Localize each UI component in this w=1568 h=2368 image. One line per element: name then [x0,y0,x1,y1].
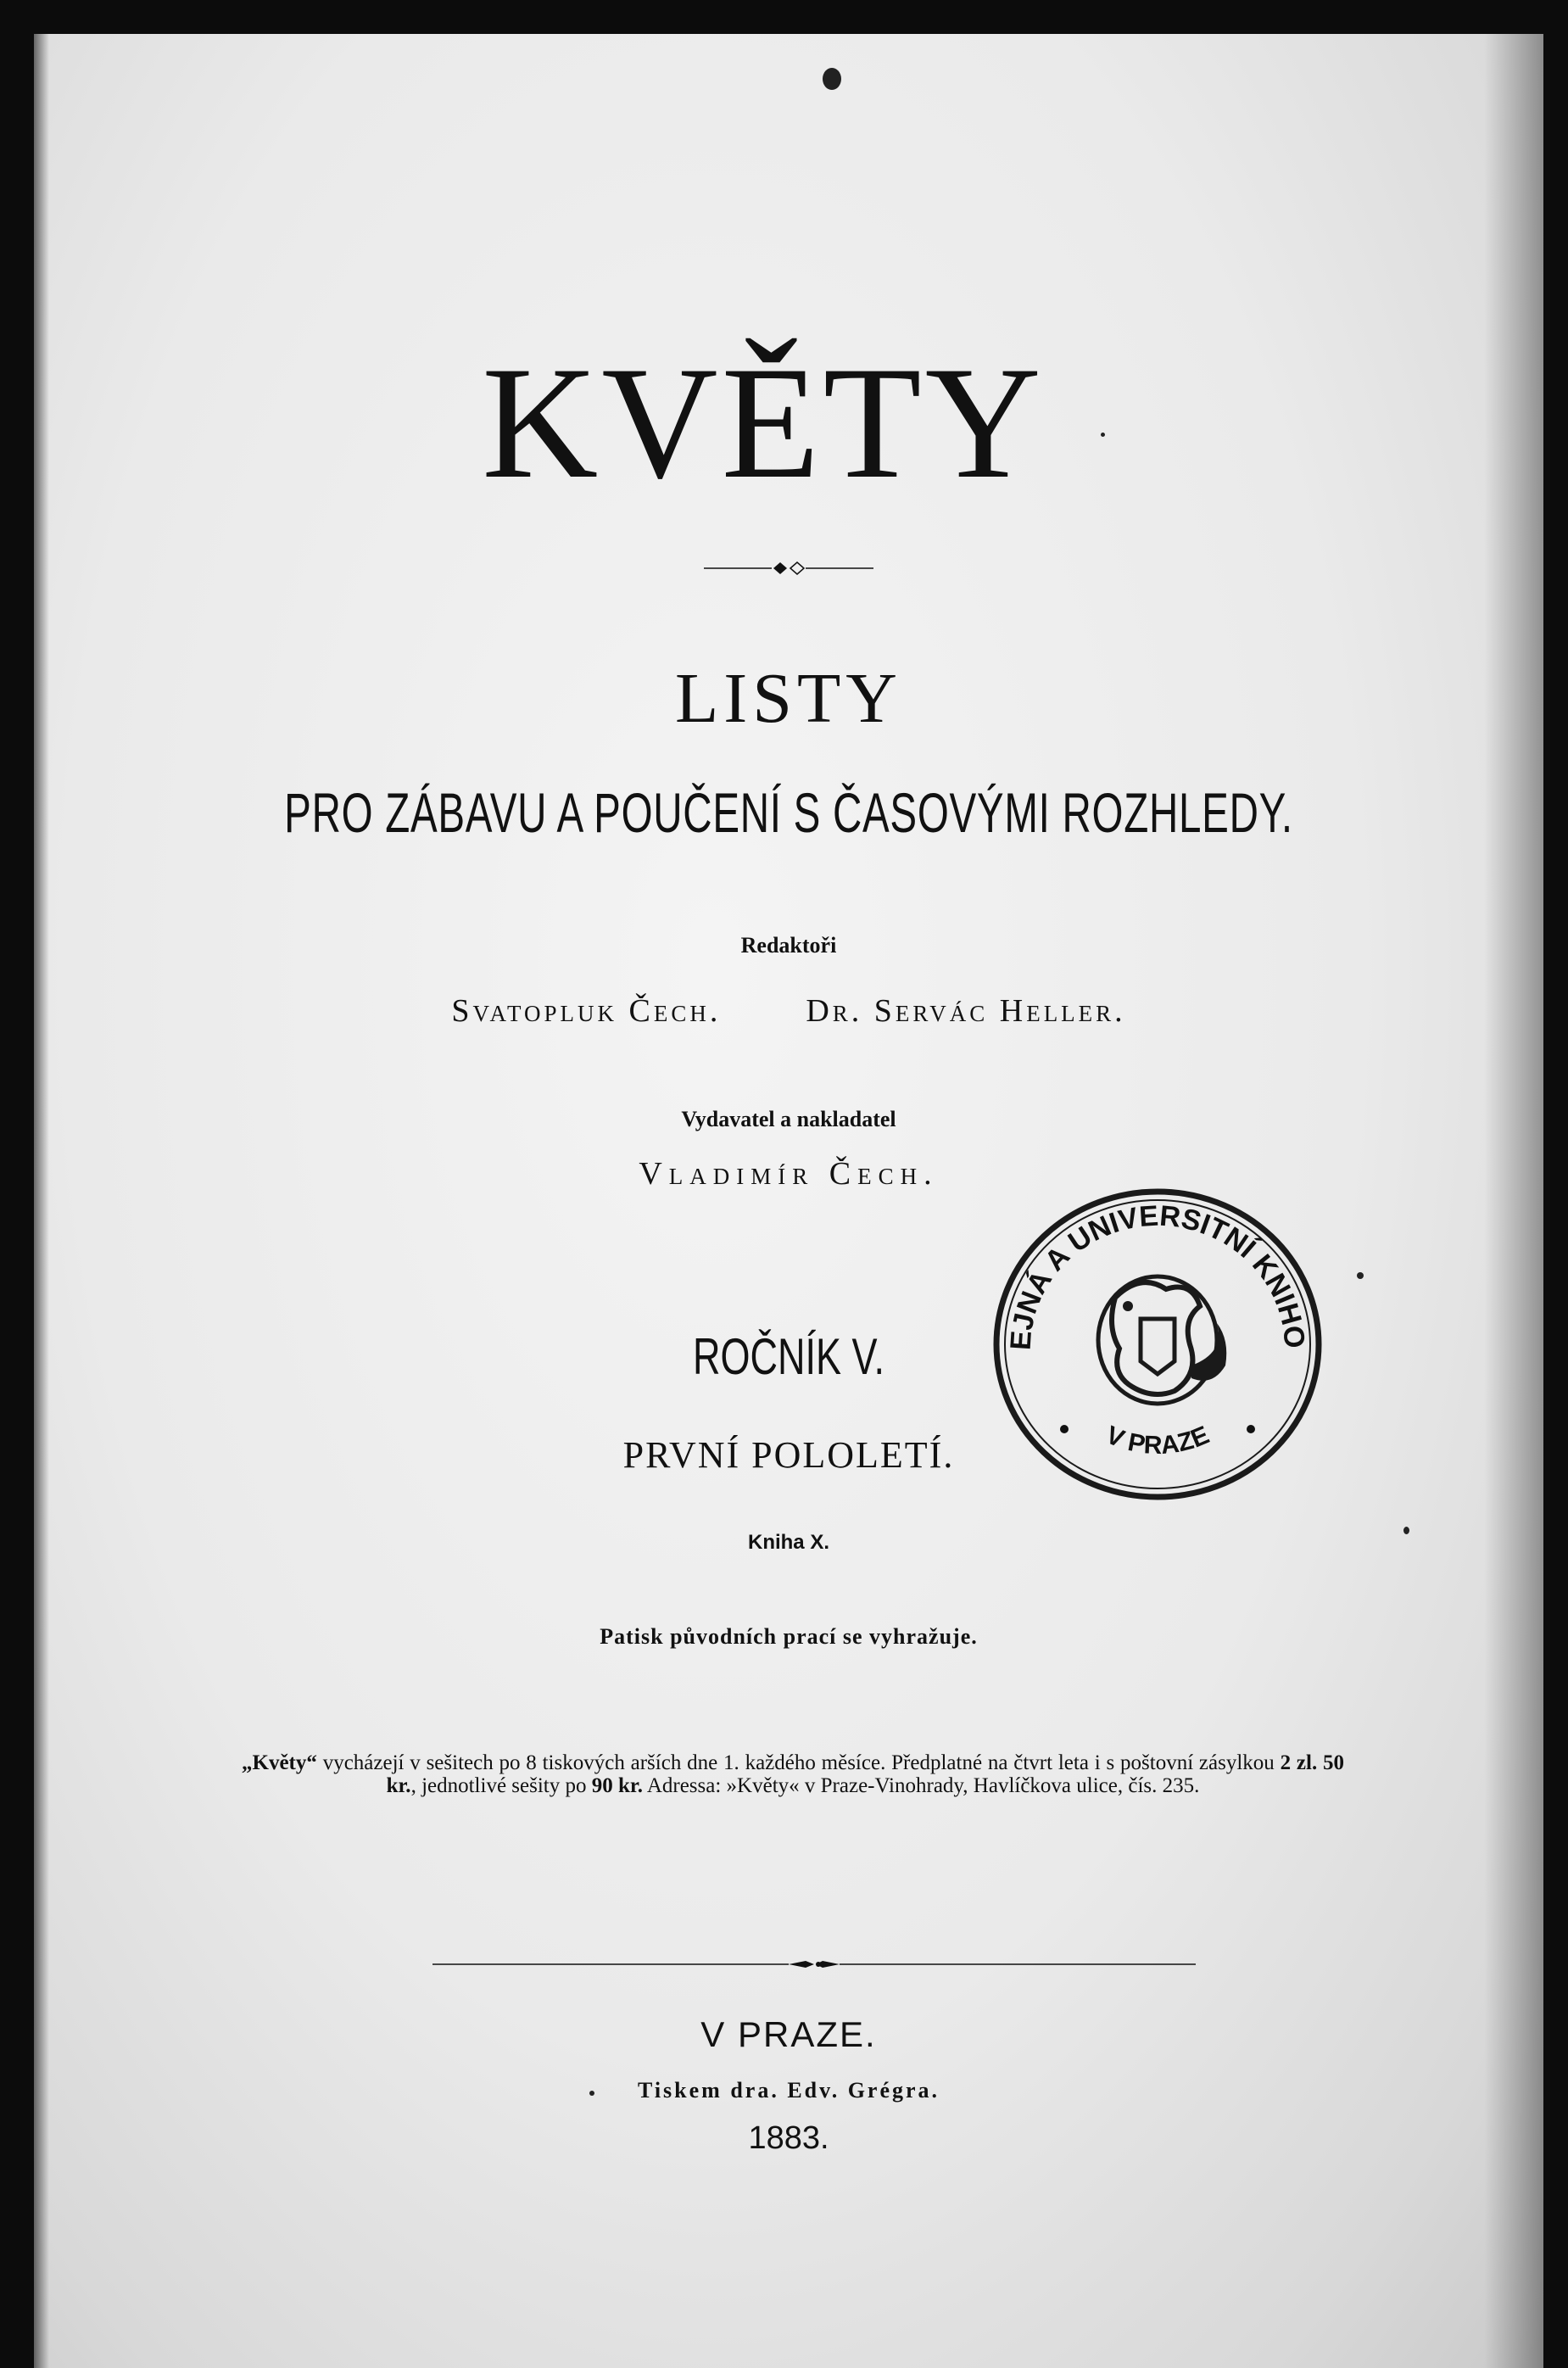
notice-price: 2 zl. 50 kr. [386,1751,1345,1797]
page-title: KVĚTY [482,334,1045,512]
subscription-notice [242,1751,1344,1797]
dust-speck [1403,1527,1409,1534]
library-stamp [971,1170,1344,1510]
publisher-name: Vladimír Čech. [639,1156,939,1192]
dust-speck [1101,433,1105,437]
year-label: 1883. [748,2120,829,2156]
subtitle-line: PRO ZÁBAVU A POUČENÍ S ČASOVÝMI ROZHLEDY. [284,781,1293,844]
subtitle: LISTY [675,659,902,738]
dust-speck [823,68,841,90]
editors-line [34,992,1543,1030]
notice-price: 90 kr. [591,1774,643,1797]
publisher-label: Vydavatel a nakladatel [681,1107,896,1131]
dust-speck [1357,1272,1364,1279]
printer-label: Tiskem dra. Edv. Grégra. [637,2078,940,2103]
notice-title: „Květy“ [242,1751,317,1774]
book-label: Kniha X. [747,1531,829,1554]
paper-sheet [34,34,1543,2368]
editors-label: Redaktoři [740,933,837,958]
lion-emblem-icon [1098,1276,1226,1404]
title-ornament-rule [34,560,1543,577]
notice-address: Adressa: »Květy« v Praze-Vinohrady, Havlíčkova ulice, čís. 235. [646,1774,1200,1797]
editor-name: Svatopluk Čech. [451,993,722,1029]
reprint-notice: Patisk původních prací se vyhražuje. [600,1624,978,1649]
stamp-text-bottom: V PRAZE [1102,1421,1214,1460]
editor-name: Dr. Servác Heller. [806,993,1126,1029]
half-year-label: PRVNÍ POLOLETÍ. [622,1434,955,1476]
notice-text: , jednotlivé sešity po [410,1774,587,1797]
bottom-ornament-rule [432,1958,1196,1971]
place-label: V PRAZE. [700,2014,877,2054]
stamp-text-top: EJNÁ A UNIVERSITNÍ KNIHO [1004,1199,1311,1351]
volume-label: ROČNÍK V. [693,1328,884,1385]
dust-speck [589,2091,594,2096]
notice-text: vycházejí v sešitech po 8 tiskových arších dne 1. každého měsíce. Předplatné na čtvrt leta i s poštovní zásylkou [322,1751,1275,1774]
